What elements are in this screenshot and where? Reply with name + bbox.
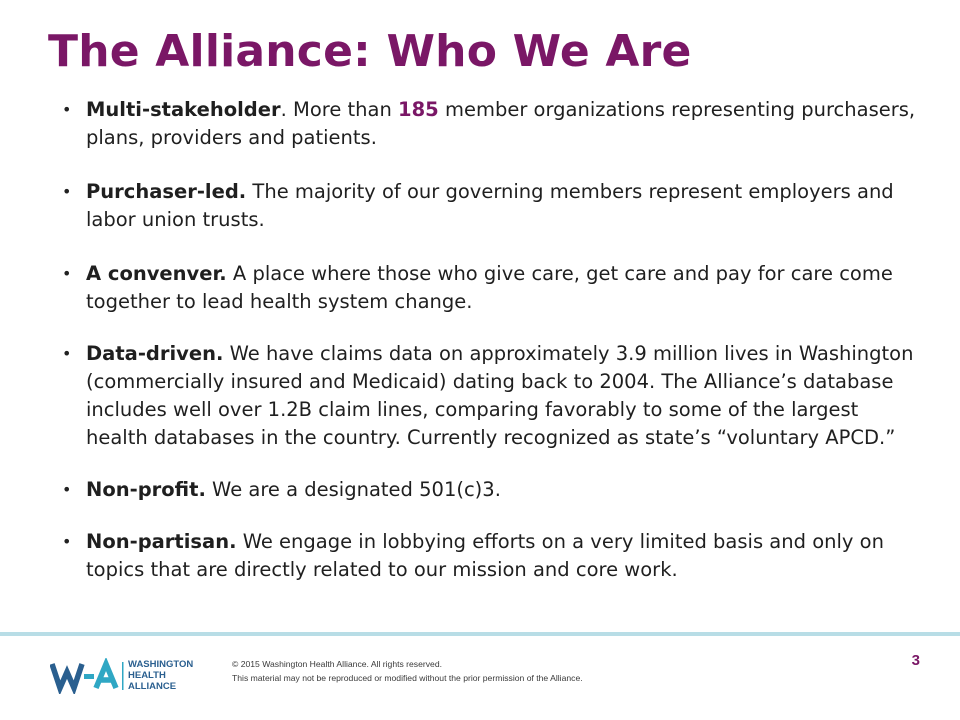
bullet-text: . More than xyxy=(280,98,399,121)
logo-divider xyxy=(122,662,124,690)
bullet-lead: Non-profit. xyxy=(86,478,206,501)
bullet-dot: • xyxy=(62,264,72,283)
bullet-text: member organizations representing purchasers, plans, providers and patients. xyxy=(86,98,916,149)
logo-w-mark xyxy=(52,664,82,688)
bullet-lead: Data-driven. xyxy=(86,342,224,365)
copyright-text: © 2015 Washington Health Alliance. All rights reserved. xyxy=(232,659,442,669)
bullet-dot: • xyxy=(62,100,72,119)
bullet-lead: Purchaser-led. xyxy=(86,180,247,203)
logo-wordmark xyxy=(128,659,193,692)
logo-line: ALLIANCE xyxy=(128,681,177,692)
bullet-item xyxy=(62,528,922,584)
logo-line: HEALTH xyxy=(128,670,166,681)
bullet-lead: Non-partisan. xyxy=(86,530,237,553)
bullet-dot: • xyxy=(62,480,72,499)
page-number: 3 xyxy=(911,652,920,669)
bullet-text: We engage in lobbying efforts on a very limited basis and only on topics that are directly related to our mission and core work. xyxy=(86,530,884,581)
bullet-list xyxy=(62,96,922,584)
highlight-number: 185 xyxy=(398,98,439,121)
logo-line: WASHINGTON xyxy=(128,659,194,670)
bullet-dot: • xyxy=(62,532,72,551)
bullet-text: The majority of our governing members represent employers and labor union trusts. xyxy=(86,180,894,231)
bullet-item xyxy=(62,340,922,452)
bullet-dot: • xyxy=(62,182,72,201)
footer-divider xyxy=(0,632,960,636)
bullet-text: A place where those who give care, get care and pay for care come together to lead health system change. xyxy=(86,262,893,313)
bullet-lead: A convenver. xyxy=(86,262,227,285)
footer-legal xyxy=(232,657,583,685)
logo-a-mark xyxy=(96,664,116,688)
bullet-item xyxy=(62,476,922,504)
bullet-item xyxy=(62,178,922,234)
bullet-text: We are a designated 501(c)3. xyxy=(205,478,501,501)
notice-text: This material may not be reproduced or modified without the prior permission of the Alliance. xyxy=(232,673,583,683)
bullet-item xyxy=(62,96,922,152)
slide-title: The Alliance: Who We Are xyxy=(48,26,692,77)
bullet-text: We have claims data on approximately 3.9 million lives in Washington (commercially insured and Medicaid) dating back to 2004. The Alliance’s database includes well over 1.2B claim lines, comparing favorably to some of the largest health databases in the country. Currently recognized as state’s “voluntary APCD.” xyxy=(86,342,914,449)
bullet-lead: Multi-stakeholder xyxy=(86,98,281,121)
logo-dash-mark xyxy=(84,674,94,679)
bullet-item xyxy=(62,260,922,316)
bullet-dot: • xyxy=(62,344,72,363)
